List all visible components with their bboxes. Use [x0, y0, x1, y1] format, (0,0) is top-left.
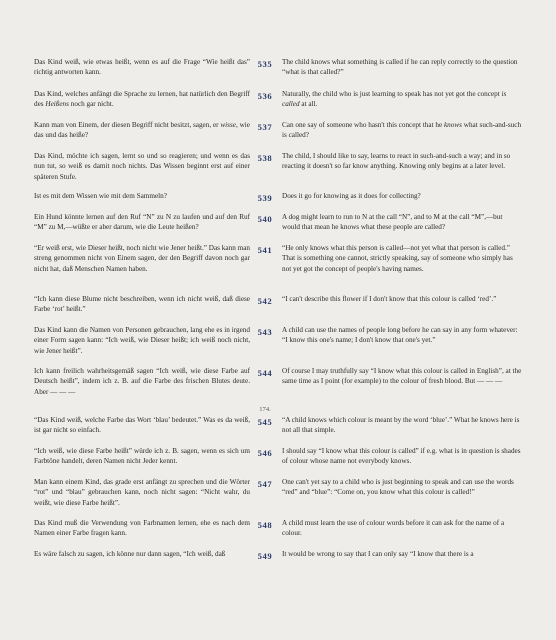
german-paragraph-544: Ich kann freilich wahrheitsgemäß sagen “Ich weiß, wie diese Farbe auf Deutsch heißt”, indem ich z. B. auf die Farbe des frischen Blutes deute. Aber — — — [34, 367, 250, 396]
section-number-540: 540 [257, 214, 273, 224]
german-paragraph-549: Es wäre falsch zu sagen, ich könne nur dann sagen, “Ich weiß, daß [34, 550, 226, 558]
german-paragraph-543: Das Kind kann die Namen von Personen gebrauchen, lang ehe es in irgend einer Form sagen kann: “Ich weiß, wie Dieser heißt; ich weiß noch nicht, wie Jener heißt”. [34, 326, 250, 355]
german-paragraph-538: Das Kind, möchte ich sagen, lernt so und so reagieren; und wenn es das nun tut, so weiß es damit noch nichts. Das Wissen beginnt erst auf einer späteren Stufe. [34, 152, 250, 181]
section-number-536: 536 [257, 91, 273, 101]
english-paragraph-537: Can one say of someone who hasn't this concept that he knows what such-and-such is called? [282, 121, 522, 140]
english-paragraph-549: It would be wrong to say that I can only say “I know that there is a [282, 550, 474, 558]
german-paragraph-535: Das Kind weiß, wie etwas heißt, wenn es auf die Frage “Wie heißt das” richtig antworten kann. [34, 58, 250, 77]
german-paragraph-545: “Das Kind weiß, welche Farbe das Wort ‘blau’ bedeutet.” Was es da weiß, ist gar nicht so einfach. [34, 416, 250, 435]
section-number-535: 535 [257, 59, 273, 69]
section-number-549: 549 [257, 551, 273, 561]
english-paragraph-539: Does it go for knowing as it does for collecting? [282, 192, 421, 200]
section-number-537: 537 [257, 122, 273, 132]
english-paragraph-535: The child knows what something is called if he can reply correctly to the question “what is that called?” [282, 58, 518, 77]
german-paragraph-541: “Er weiß erst, wie Dieser heißt, noch nicht wie Jener heißt.” Das kann man streng genommen nicht von Einem sagen, der den Begriff davon noch gar nicht hat, daß Menschen Namen haben. [34, 244, 250, 273]
section-number-544: 544 [257, 368, 273, 378]
section-number-546: 546 [257, 448, 273, 458]
section-number-547: 547 [257, 479, 273, 489]
section-number-541: 541 [257, 245, 273, 255]
page-marker: 174. [259, 406, 271, 413]
english-paragraph-543: A child can use the names of people long before he can say in any form whatever: “I know this one's name; I don't know that one's yet.” [282, 326, 518, 345]
english-paragraph-538: The child, I should like to say, learns to react in such-and-such a way; and in so reacting it doesn't so far know anything. Knowing only begins at a later level. [282, 152, 511, 171]
english-paragraph-545: “A child knows which colour is meant by the word ‘blue’.” What he knows here is not all that simple. [282, 416, 520, 435]
german-paragraph-542: “Ich kann diese Blume nicht beschreiben, wenn ich nicht weiß, daß diese Farbe ‘rot’ heißt.” [34, 295, 250, 314]
german-paragraph-536: Das Kind, welches anfängt die Sprache zu lernen, hat natürlich den Begriff des Heißens noch gar nicht. [34, 90, 250, 109]
german-paragraph-540: Ein Hund könnte lernen auf den Ruf “N” zu N zu laufen und auf den Ruf “M” zu M,—wüßte er aber darum, wie die Leute heißen? [34, 213, 250, 232]
english-paragraph-548: A child must learn the use of colour words before it can ask for the name of a colour. [282, 519, 505, 538]
section-number-548: 548 [257, 520, 273, 530]
section-number-539: 539 [257, 193, 273, 203]
english-paragraph-536: Naturally, the child who is just learning to speak has not yet got the concept is called at all. [282, 90, 507, 109]
german-paragraph-547: Man kann einem Kind, das grade erst anfängt zu sprechen und die Wörter “rot” und “blau” gebrauchen kann, noch nicht sagen: “Nicht wahr, du weißt, wie diese Farbe heißt”. [34, 478, 250, 507]
english-paragraph-546: I should say “I know what this colour is called” if e.g. what is in question is shades of colour whose name not everybody knows. [282, 447, 521, 466]
english-paragraph-544: Of course I may truthfully say “I know what this colour is called in English”, at the same time as I point (for example) to the colour of fresh blood. But — — — [282, 367, 522, 386]
section-number-538: 538 [257, 153, 273, 163]
german-paragraph-548: Das Kind muß die Verwendung von Farbnamen lernen, ehe es nach dem Namen einer Farbe fragen kann. [34, 519, 250, 538]
german-paragraph-537: Kann man von Einem, der diesen Begriff nicht besitzt, sagen, er wisse, wie das und das heiße? [34, 121, 250, 140]
section-number-545: 545 [257, 417, 273, 427]
section-number-543: 543 [257, 327, 273, 337]
english-paragraph-547: One can't yet say to a child who is just beginning to speak and can use the words “red” and “blue”: “Come on, you know what this colour is called!” [282, 478, 514, 497]
english-paragraph-542: “I can't describe this flower if I don't know that this colour is called ‘red’.” [282, 295, 497, 303]
german-paragraph-546: “Ich weiß, wie diese Farbe heißt” würde ich z. B. sagen, wenn es sich um Farbtöne handelt, deren Namen nicht Jeder kennt. [34, 447, 250, 466]
english-paragraph-540: A dog might learn to run to N at the call “N”, and to M at the call “M”,—but would that mean he knows what these people are called? [282, 213, 503, 232]
section-number-542: 542 [257, 296, 273, 306]
german-paragraph-539: Ist es mit dem Wissen wie mit dem Sammeln? [34, 192, 167, 200]
english-paragraph-541: “He only knows what this person is called—not yet what that person is called.” That is something one cannot, strictly speaking, say of someone who simply has not yet got the concept of people's having names. [282, 244, 513, 273]
